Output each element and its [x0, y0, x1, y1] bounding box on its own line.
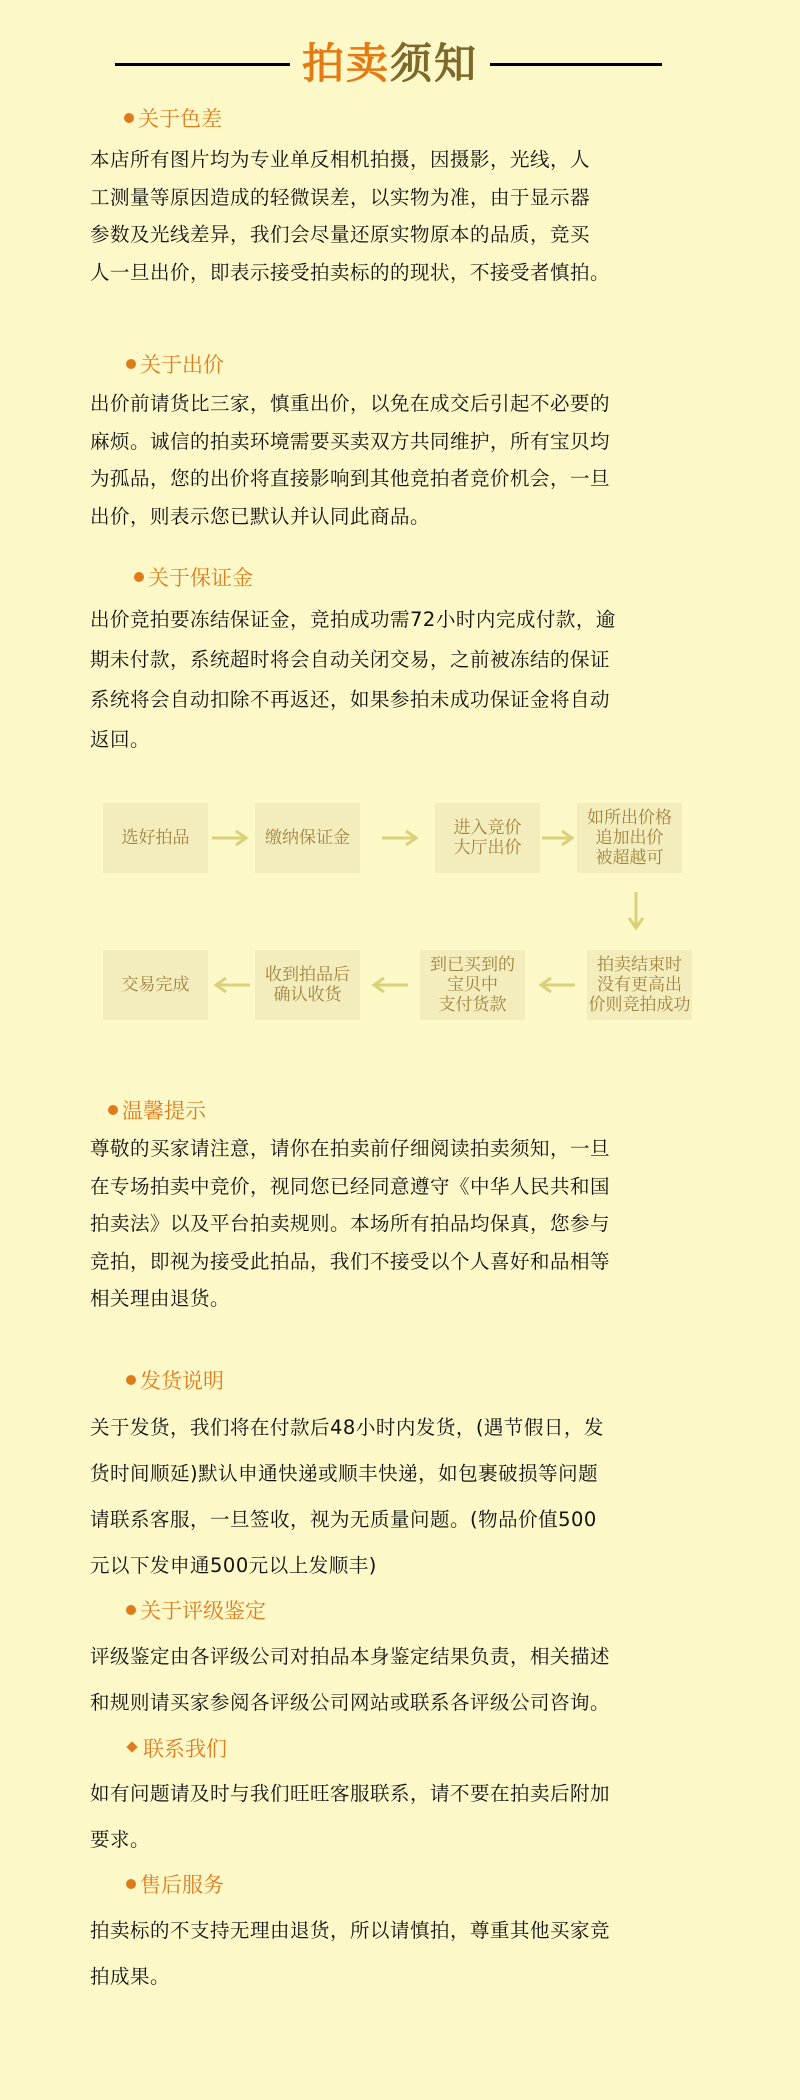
para-line: 拍卖法》以及平台拍卖规则。本场所有拍品均保真，您参与	[90, 1212, 611, 1235]
para-line: 评级鉴定由各评级公司对拍品本身鉴定结果负责，相关描述	[90, 1645, 611, 1668]
heading-contact-text: 联系我们	[143, 1737, 227, 1761]
para-deposit	[90, 600, 715, 760]
para-color	[90, 141, 715, 291]
heading-shipping	[126, 1367, 224, 1395]
para-line: 出价，则表示您已默认并认同此商品。	[90, 504, 431, 528]
bullet-dot-icon	[126, 1375, 136, 1385]
heading-deposit-text: 关于保证金	[148, 566, 253, 590]
para-shipping	[90, 1405, 715, 1589]
para-line: 出价竞拍要冻结保证金，竞拍成功需72小时内完成付款，逾	[90, 608, 616, 631]
heading-color-text: 关于色差	[138, 107, 222, 131]
heading-after-sales	[126, 1871, 224, 1899]
left-arrow-icon	[537, 973, 577, 997]
right-arrow-icon	[540, 826, 576, 850]
para-line: 相关理由退货。	[90, 1287, 231, 1310]
para-line: 出价前请货比三家，慎重出价，以免在成交后引起不必要的	[90, 392, 611, 415]
bullet-diamond-icon	[126, 1741, 137, 1752]
title-part-1: 拍卖	[301, 39, 390, 88]
para-line: 尊敬的买家请注意，请你在拍卖前仔细阅读拍卖须知，一旦	[90, 1137, 611, 1160]
para-line: 本店所有图片均为专业单反相机拍摄，因摄影，光线，人	[90, 148, 591, 171]
para-line: 和规则请买家参阅各评级公司网站或联系各评级公司咨询。	[90, 1691, 611, 1714]
heading-bid	[126, 351, 224, 379]
bullet-dot-icon	[126, 359, 136, 369]
heading-after-sales-text: 售后服务	[140, 1873, 224, 1897]
left-arrow-icon	[370, 973, 410, 997]
para-line: 要求。	[90, 1828, 151, 1851]
flow-step-enter-bidding: 进入竞价 大厅出价	[435, 803, 540, 873]
heading-bid-text: 关于出价	[140, 353, 224, 377]
bullet-dot-icon	[126, 1605, 136, 1615]
heading-shipping-text: 发货说明	[140, 1369, 224, 1393]
title-left-rule	[115, 63, 290, 66]
heading-deposit	[134, 564, 253, 592]
para-line: 工测量等原因造成的轻微误差，以实物为准，由于显示器	[90, 185, 591, 209]
bullet-dot-icon	[124, 113, 134, 123]
para-line: 为孤品，您的出价将直接影响到其他竞拍者竞价机会，一旦	[90, 467, 611, 490]
para-line: 请联系客服，一旦签收，视为无质量问题。(物品价值500	[90, 1508, 597, 1531]
bullet-dot-icon	[134, 572, 144, 582]
para-line: 系统将会自动扣除不再返还，如果参拍未成功保证金将自动	[90, 688, 611, 711]
para-bid	[90, 385, 715, 535]
down-arrow-icon	[624, 890, 648, 932]
bullet-dot-icon	[108, 1105, 118, 1115]
heading-tips	[108, 1097, 206, 1125]
heading-tips-text: 温馨提示	[122, 1099, 206, 1123]
right-arrow-icon	[380, 826, 420, 850]
para-line: 拍卖标的不支持无理由退货，所以请慎拍，尊重其他买家竞	[90, 1919, 611, 1942]
para-line: 货时间顺延)默认申通快递或顺丰快递，如包裹破损等问题	[90, 1462, 599, 1485]
para-line: 关于发货，我们将在付款后48小时内发货，(遇节假日，发	[90, 1416, 604, 1439]
para-line: 在专场拍卖中竞价，视同您已经同意遵守《中华人民共和国	[90, 1174, 611, 1198]
para-grading	[90, 1634, 715, 1726]
flow-step-auction-ends: 拍卖结束时 没有更高出 价则竞拍成功	[587, 950, 692, 1020]
heading-grading-text: 关于评级鉴定	[140, 1599, 266, 1623]
heading-grading	[126, 1597, 266, 1625]
page-title	[295, 36, 485, 92]
right-arrow-icon	[210, 826, 250, 850]
para-contact	[90, 1771, 715, 1863]
title-part-2: 须知	[390, 39, 479, 88]
para-line: 拍成果。	[90, 1965, 171, 1988]
flow-step-outbid: 如所出价格 追加出价 被超越可	[577, 803, 682, 873]
flow-step-pay-goods: 到已买到的 宝贝中 支付货款	[420, 950, 525, 1020]
flow-step-confirm-receipt: 收到拍品后 确认收货	[255, 950, 360, 1020]
left-arrow-icon	[212, 973, 252, 997]
flow-step-complete: 交易完成	[103, 950, 208, 1020]
heading-contact	[128, 1735, 227, 1763]
para-line: 期未付款，系统超时将会自动关闭交易，之前被冻结的保证	[90, 648, 611, 671]
para-line: 返回。	[90, 728, 151, 751]
title-right-rule	[490, 63, 662, 66]
para-line: 元以下发申通500元以上发顺丰)	[90, 1554, 377, 1577]
para-line: 竞拍，即视为接受此拍品，我们不接受以个人喜好和品相等	[90, 1249, 611, 1273]
para-line: 如有问题请及时与我们旺旺客服联系，请不要在拍卖后附加	[90, 1782, 611, 1805]
flow-step-select-item: 选好拍品	[103, 803, 208, 873]
para-tips	[90, 1130, 715, 1318]
heading-color	[124, 105, 222, 133]
page-header	[0, 36, 800, 92]
flow-step-pay-deposit: 缴纳保证金	[255, 803, 360, 873]
para-line: 麻烦。诚信的拍卖环境需要买卖双方共同维护，所有宝贝均	[90, 429, 611, 453]
para-line: 人一旦出价，即表示接受拍卖标的的现状，不接受者慎拍。	[90, 260, 611, 284]
bullet-dot-icon	[126, 1879, 136, 1889]
para-after-sales	[90, 1908, 715, 2000]
para-line: 参数及光线差异，我们会尽量还原实物原本的品质，竞买	[90, 223, 591, 246]
